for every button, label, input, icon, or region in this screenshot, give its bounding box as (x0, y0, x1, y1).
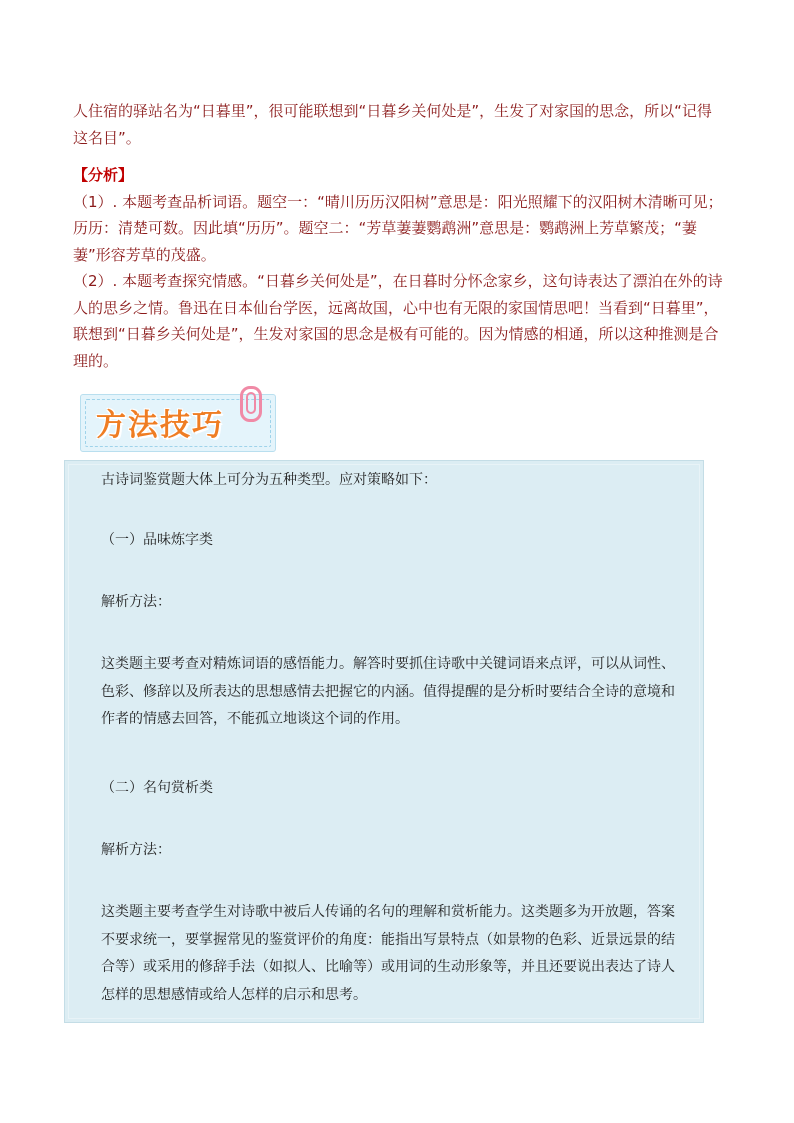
section1-title (101, 527, 681, 555)
tips-box (64, 460, 704, 1023)
paperclip-inner-icon (246, 392, 256, 414)
section2-title (101, 775, 681, 803)
section2-body-text: 这类题主要考查学生对诗歌中被后人传诵的名句的理解和赏析能力。这类题多为开放题，答案不要求统一，要掌握常见的鉴赏评价的角度：能指出写景特点（如景物的色彩、近景远景的结合等）或采用的修辞手法（如拟人、比喻等）或用词的生动形象等，并且还要说出表达了诗人怎样的思想感情或给人怎样的启示和思考。 (101, 904, 675, 1003)
section1-body (101, 651, 681, 734)
analysis-paragraph-1: （1）. 本题考查品析词语。题空一：“晴川历历汉阳树”意思是：阳光照耀下的汉阳树木清晰可见；历历：清楚可数。因此填“历历”。题空二：“芳草萋萋鹦鹉洲”意思是：鹦鹉洲上芳草繁茂；“萋萋”形容芳草的茂盛。 (73, 192, 723, 264)
answer-tail (73, 98, 725, 151)
tips-intro (101, 467, 681, 495)
section1-body-text: 这类题主要考查对精炼词语的感悟能力。解答时要抓住诗歌中关键词语来点评，可以从词性、色彩、修辞以及所表达的思想感情去把握它的内涵。值得提醒的是分析时要结合全诗的意境和作者的情感去回答，不能孤立地谈这个词的作用。 (101, 656, 675, 727)
tips-intro-text: 古诗词鉴赏题大体上可分为五种类型。应对策略如下： (101, 472, 437, 488)
section2-title-text: （二）名句赏析类 (101, 780, 213, 796)
analysis-paragraph-2: （2）. 本题考查探究情感。“日暮乡关何处是”，在日暮时分怀念家乡，这句诗表达了漂泊在外的诗人的思乡之情。鲁迅在日本仙台学医，远离故国，心中也有无限的家国情思吧！当看到“日暮里”，联想到“日暮乡关何处是”，生发对家国的思念是极有可能的。因为情感的相通，所以这种推测是合理的。 (73, 272, 723, 370)
section1-method (101, 589, 681, 617)
banner-title: 方法技巧 (96, 408, 224, 443)
analysis-heading: 【分析】 (73, 166, 134, 184)
method-tips-banner (80, 386, 280, 454)
section1-title-text: （一）品味炼字类 (101, 532, 213, 548)
analysis-section (73, 162, 725, 374)
section2-method-text: 解析方法： (101, 842, 171, 858)
answer-tail-text: 人住宿的驿站名为“日暮里”，很可能联想到“日暮乡关何处是”，生发了对家国的思念，所以“记得这名目”。 (73, 102, 712, 147)
section2-method (101, 837, 681, 865)
section2-body (101, 899, 681, 1009)
section1-method-text: 解析方法： (101, 594, 171, 610)
